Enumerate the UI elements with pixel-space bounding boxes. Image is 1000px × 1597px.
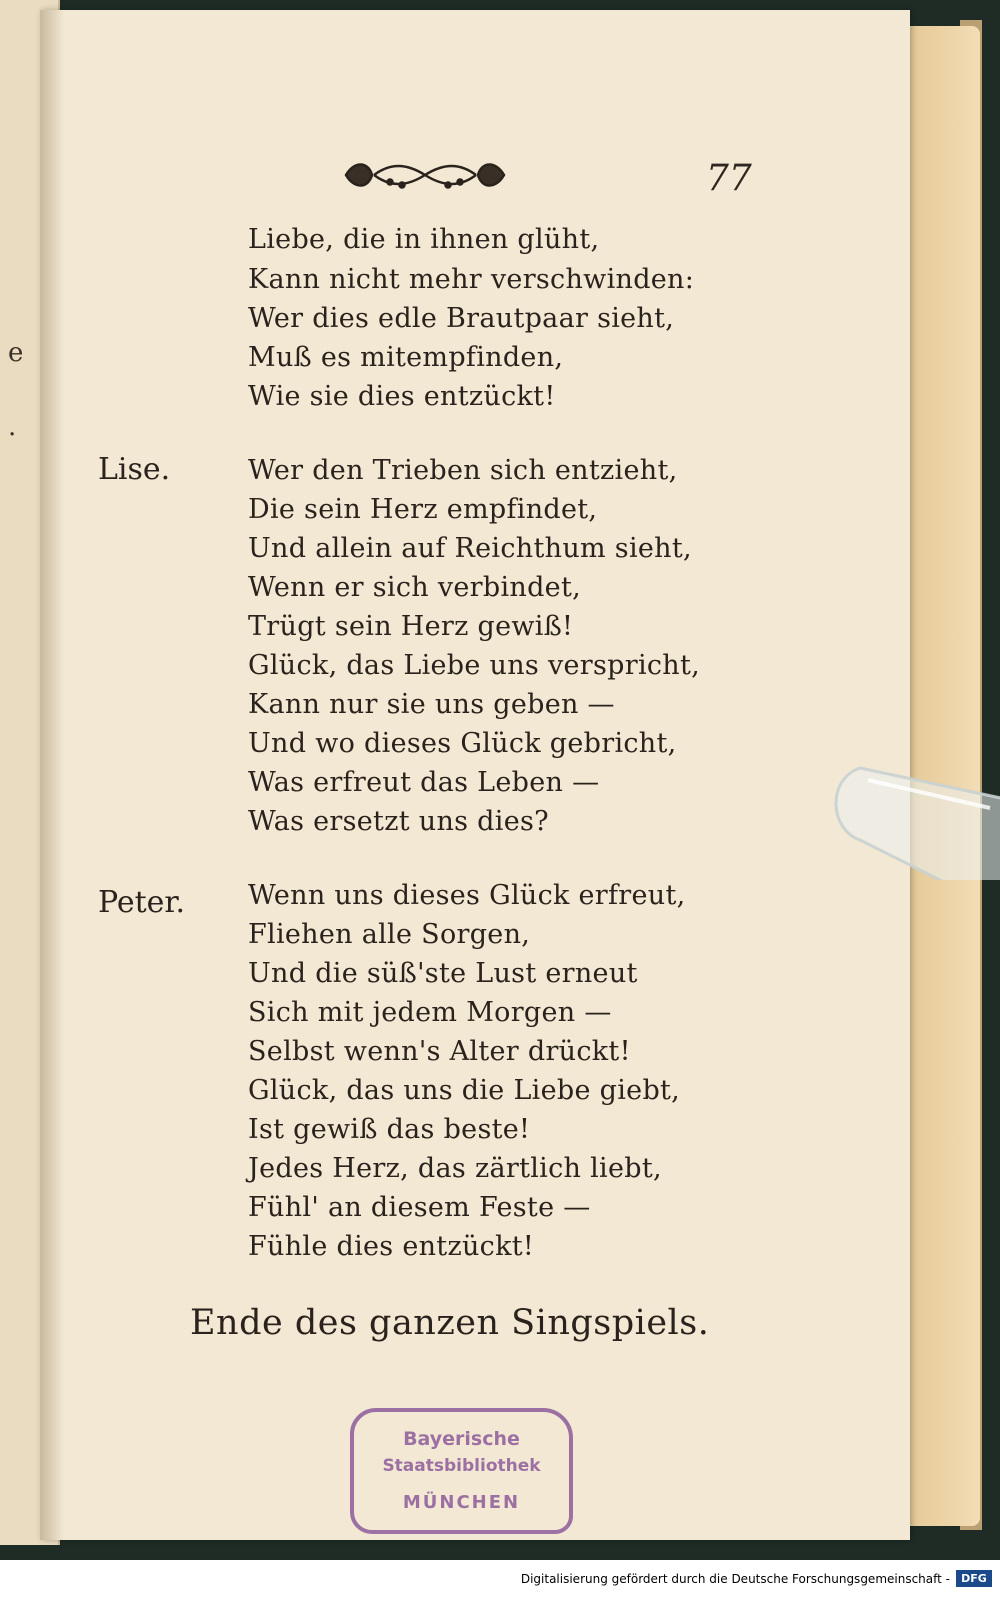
verse-line: Fühl' an diesem Feste — — [248, 1192, 591, 1223]
left-page-fragment: e — [8, 338, 24, 368]
decorative-ornament-icon — [340, 155, 510, 195]
verse-line: Und allein auf Reichthum sieht, — [248, 533, 692, 564]
dfg-logo: DFG — [956, 1570, 992, 1587]
stamp-line: Staatsbibliothek — [382, 1456, 541, 1476]
verse-line: Die sein Herz empfindet, — [248, 494, 598, 525]
stamp-line: Bayerische — [403, 1428, 520, 1450]
verse-line: Was ersetzt uns dies? — [248, 806, 549, 837]
left-page-fragment: . — [8, 412, 17, 442]
verse-line: Jedes Herz, das zärtlich liebt, — [248, 1153, 662, 1184]
footer-credit: Digitalisierung gefördert durch die Deutsche Forschungsgemeinschaft - — [520, 1572, 950, 1586]
page-number: 77 — [706, 158, 752, 199]
verse-line: Selbst wenn's Alter drückt! — [248, 1036, 631, 1067]
verse-line: Kann nur sie uns geben — — [248, 689, 615, 720]
verse-line: Fliehen alle Sorgen, — [248, 919, 531, 950]
speaker-name: Peter. — [98, 885, 185, 920]
verse-line: Und wo dieses Glück gebricht, — [248, 728, 677, 759]
verse-line: Wie sie dies entzückt! — [248, 381, 556, 412]
verse-line: Glück, das Liebe uns verspricht, — [248, 650, 701, 681]
verse-line: Sich mit jedem Morgen — — [248, 997, 612, 1028]
verse-line: Liebe, die in ihnen glüht, — [248, 224, 600, 255]
verse-line: Ist gewiß das beste! — [248, 1114, 531, 1145]
verse-line: Wenn er sich verbindet, — [248, 572, 581, 603]
page-gutter — [40, 10, 64, 1540]
verse-line: Wer den Trieben sich entzieht, — [248, 455, 678, 486]
verse-line: Muß es mitempfinden, — [248, 342, 564, 373]
glass-page-holder-icon — [820, 760, 1000, 880]
verse-line: Und die süß'ste Lust erneut — [248, 958, 638, 989]
library-stamp — [350, 1408, 573, 1534]
ending-line: Ende des ganzen Singspiels. — [190, 1303, 710, 1343]
verse-line: Trügt sein Herz gewiß! — [248, 611, 574, 642]
stamp-line: MÜNCHEN — [402, 1492, 521, 1513]
verse-line: Glück, das uns die Liebe giebt, — [248, 1075, 681, 1106]
speaker-name: Lise. — [98, 452, 171, 487]
verse-line: Was erfreut das Leben — — [248, 767, 600, 798]
verse-line: Fühle dies entzückt! — [248, 1231, 535, 1262]
verse-line: Kann nicht mehr verschwinden: — [248, 264, 695, 295]
footer-bar — [0, 1560, 1000, 1597]
verse-line: Wer dies edle Brautpaar sieht, — [248, 303, 675, 334]
verse-line: Wenn uns dieses Glück erfreut, — [248, 880, 686, 911]
